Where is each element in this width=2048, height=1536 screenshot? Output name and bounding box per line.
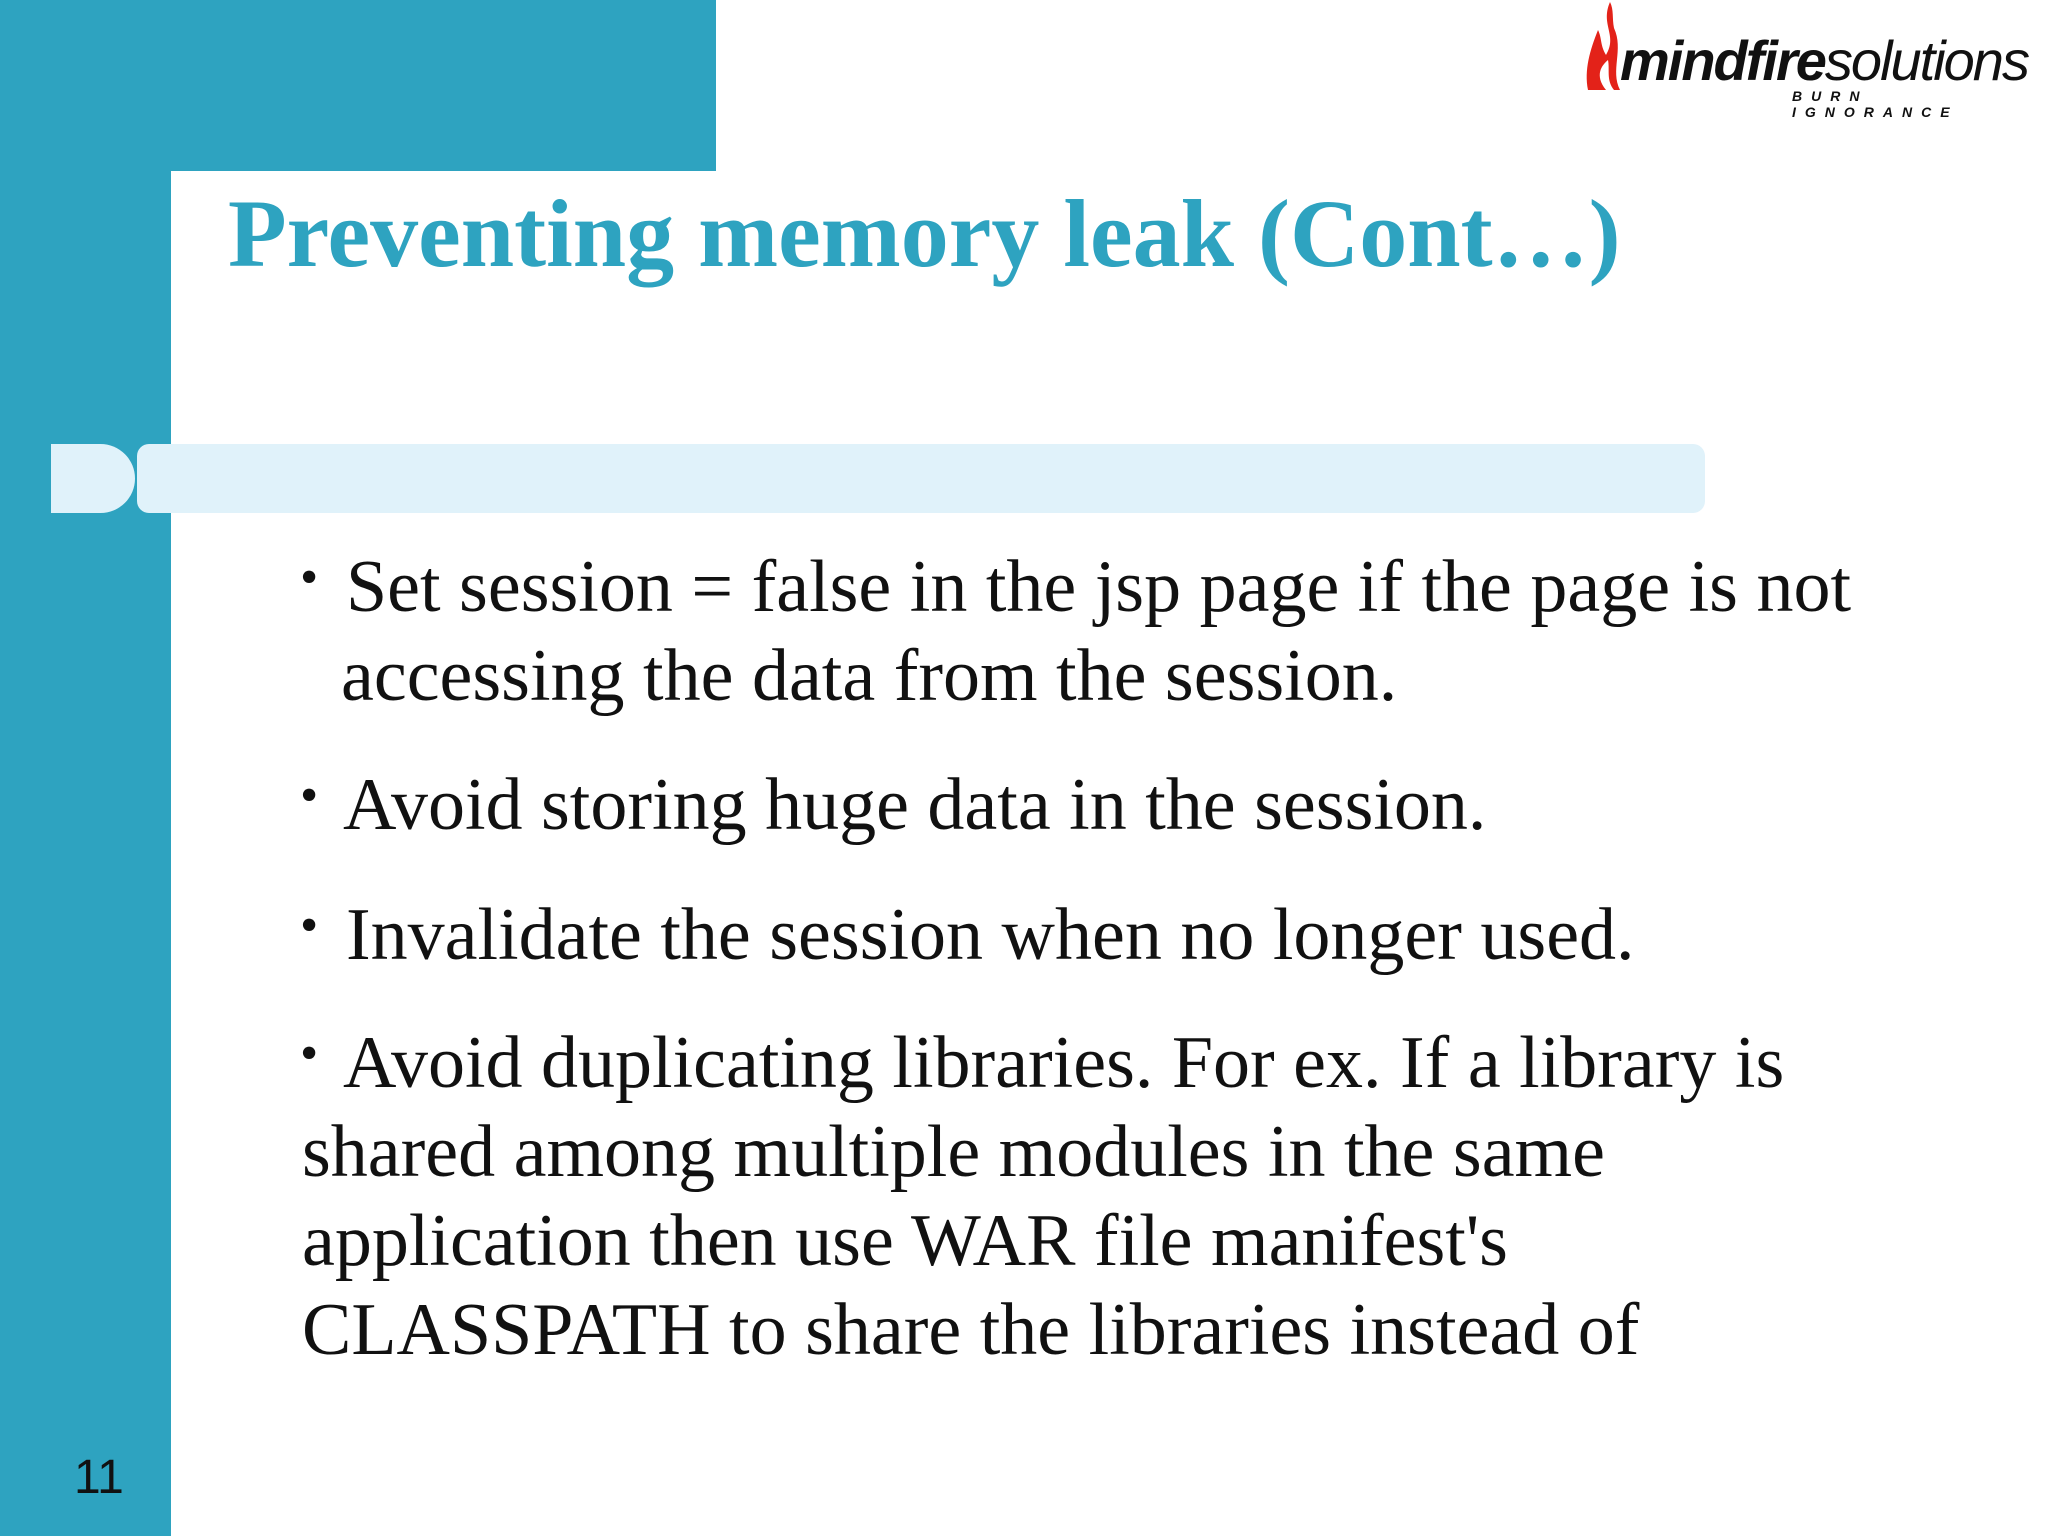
bullet-dot: •: [300, 549, 319, 606]
left-teal-band: [0, 0, 171, 1536]
bullet-dot: •: [300, 767, 319, 824]
logo-wordmark: [1620, 28, 2028, 93]
bullet-1-line-1: Set session = false in the jsp page if the page is not: [346, 546, 1852, 628]
logo-tagline: BURN IGNORANCE: [1792, 88, 1959, 120]
bullet-4-line-3: application then use WAR file manifest's: [302, 1200, 1508, 1282]
slide-title: Preventing memory leak (Cont…): [228, 180, 1621, 287]
bullet-2-line-1: Avoid storing huge data in the session.: [343, 764, 1487, 846]
bullet-4-line-1: Avoid duplicating libraries. For ex. If a library is: [343, 1022, 1785, 1104]
page-number: 11: [74, 1451, 124, 1504]
decorative-tab: [51, 444, 135, 513]
bullet-4-line-4: CLASSPATH to share the libraries instead of: [302, 1289, 1640, 1371]
logo-brand-bold: mindfire: [1620, 29, 1825, 92]
company-logo: [1580, 0, 2040, 120]
bullet-dot: •: [300, 897, 319, 954]
top-teal-band: [0, 0, 716, 171]
bullet-1-line-2: accessing the data from the session.: [341, 635, 1398, 717]
decorative-bar: [137, 444, 1705, 513]
bullet-4-line-2: shared among multiple modules in the same: [302, 1111, 1605, 1193]
bullet-dot: •: [300, 1025, 319, 1082]
bullet-3-line-1: Invalidate the session when no longer used.: [346, 894, 1635, 976]
logo-brand-light: solutions: [1824, 29, 2028, 92]
